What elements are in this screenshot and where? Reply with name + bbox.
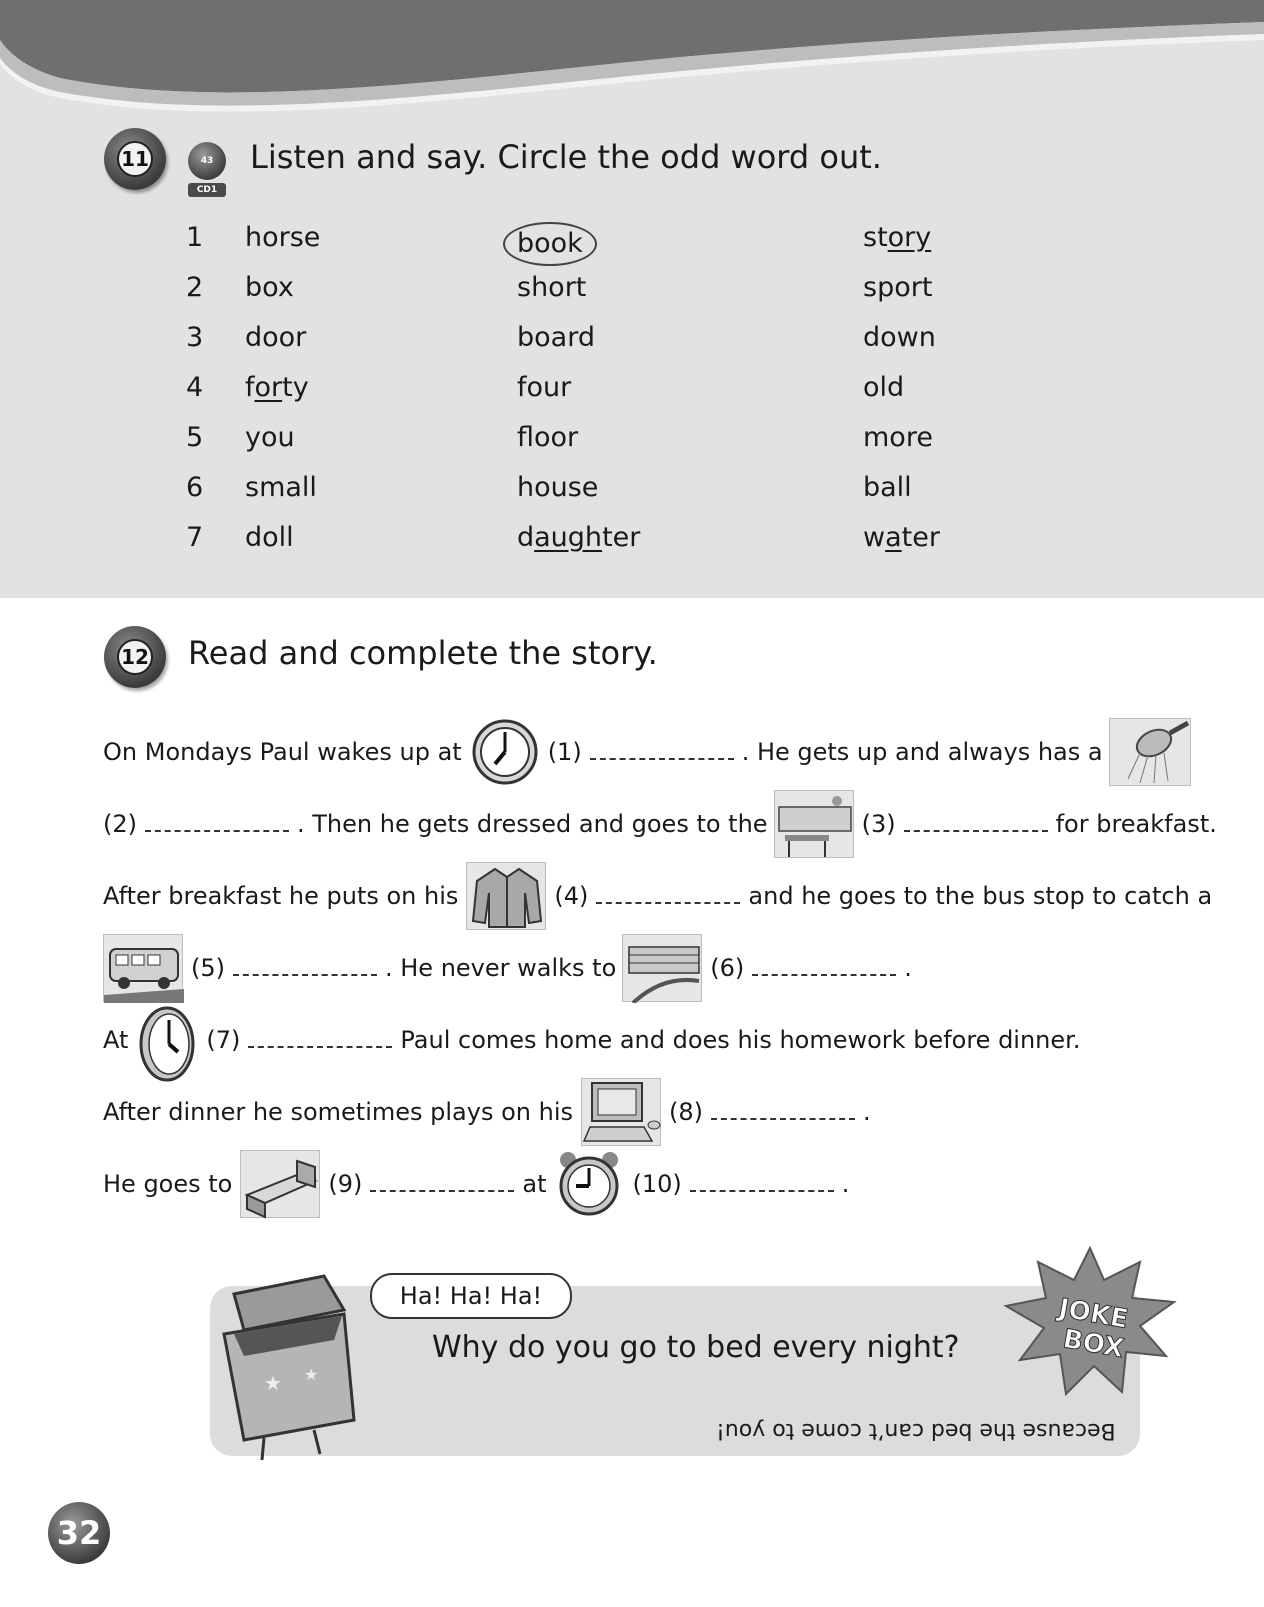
jacket-icon bbox=[466, 862, 546, 930]
word-option[interactable]: box bbox=[245, 272, 294, 303]
page-number: 32 bbox=[48, 1502, 110, 1564]
story-text: . bbox=[841, 1170, 850, 1198]
shower-icon bbox=[1109, 718, 1191, 786]
svg-text:BOX: BOX bbox=[1060, 1324, 1127, 1365]
word-option[interactable]: you bbox=[245, 422, 295, 453]
word-option[interactable]: board bbox=[517, 322, 595, 353]
gap-label: (9) bbox=[328, 1170, 363, 1198]
answer-blank-9[interactable] bbox=[370, 1176, 514, 1192]
word-option[interactable]: small bbox=[245, 472, 317, 503]
story-text: At bbox=[103, 1026, 129, 1054]
word-option[interactable]: old bbox=[863, 372, 905, 403]
row-number: 4 bbox=[186, 372, 204, 403]
cd-label: CD1 bbox=[188, 183, 226, 197]
school-icon bbox=[622, 934, 702, 1002]
story-text: On Mondays Paul wakes up at bbox=[103, 738, 462, 766]
word-option[interactable]: floor bbox=[517, 422, 579, 453]
story-text: at bbox=[522, 1170, 547, 1198]
story-line bbox=[103, 1154, 849, 1214]
svg-text:★: ★ bbox=[264, 1371, 282, 1395]
word-option[interactable]: ball bbox=[863, 472, 912, 503]
gap-label: (7) bbox=[206, 1026, 241, 1054]
word-option[interactable]: four bbox=[517, 372, 572, 403]
bed-icon bbox=[240, 1150, 320, 1218]
word-option[interactable]: story bbox=[863, 222, 932, 253]
speech-bubble: Ha! Ha! Ha! bbox=[370, 1273, 572, 1319]
story-text: After dinner he sometimes plays on his bbox=[103, 1098, 573, 1126]
wall-clock-icon bbox=[136, 1006, 198, 1074]
clock-icon bbox=[470, 718, 540, 786]
word-option[interactable]: doll bbox=[245, 522, 294, 553]
kitchen-icon bbox=[774, 790, 854, 858]
word-option[interactable]: sport bbox=[863, 272, 933, 303]
answer-blank-2[interactable] bbox=[145, 816, 289, 832]
word-option[interactable]: short bbox=[517, 272, 587, 303]
story-line bbox=[103, 1010, 1080, 1070]
gap-label: (10) bbox=[632, 1170, 682, 1198]
story-text: Paul comes home and does his homework before dinner. bbox=[400, 1026, 1081, 1054]
gap-label: (1) bbox=[547, 738, 582, 766]
story-line bbox=[103, 1082, 871, 1142]
word-option[interactable]: door bbox=[245, 322, 307, 353]
gap-label: (2) bbox=[103, 810, 137, 838]
exercise-12-number: 12 bbox=[117, 639, 153, 675]
gap-label: (4) bbox=[554, 882, 589, 910]
header-wave bbox=[0, 0, 1264, 140]
story-text: . He gets up and always has a bbox=[741, 738, 1103, 766]
story-text: After breakfast he puts on his bbox=[103, 882, 459, 910]
exercise-11-number: 11 bbox=[117, 141, 153, 177]
bus-icon bbox=[103, 934, 183, 1002]
word-option[interactable]: down bbox=[863, 322, 936, 353]
joke-box-badge bbox=[1000, 1244, 1180, 1400]
answer-blank-8[interactable] bbox=[711, 1104, 855, 1120]
story-text: He goes to bbox=[103, 1170, 233, 1198]
joke-box-character-icon bbox=[204, 1270, 374, 1466]
answer-blank-10[interactable] bbox=[690, 1176, 834, 1192]
story-text: and he goes to the bus stop to catch a bbox=[748, 882, 1213, 910]
row-number: 1 bbox=[186, 222, 204, 253]
alarm-clock-icon bbox=[554, 1150, 624, 1218]
story-text: . bbox=[863, 1098, 871, 1126]
word-option[interactable]: house bbox=[517, 472, 599, 503]
row-number: 3 bbox=[186, 322, 204, 353]
gap-label: (6) bbox=[710, 954, 745, 982]
answer-blank-1[interactable] bbox=[590, 744, 734, 760]
row-number: 2 bbox=[186, 272, 204, 303]
joke-question: Why do you go to bed every night? bbox=[432, 1330, 960, 1365]
story-line bbox=[103, 866, 1212, 926]
row-number: 6 bbox=[186, 472, 204, 503]
word-option[interactable]: more bbox=[863, 422, 933, 453]
exercise-12-badge bbox=[104, 626, 166, 688]
svg-text:★: ★ bbox=[304, 1365, 319, 1384]
row-number: 5 bbox=[186, 422, 204, 453]
word-option[interactable]: daughter bbox=[517, 522, 641, 553]
audio-track-icon[interactable] bbox=[186, 140, 228, 200]
story-text: for breakfast. bbox=[1055, 810, 1217, 838]
row-number: 7 bbox=[186, 522, 204, 553]
exercise-11-badge bbox=[104, 128, 166, 190]
story-line bbox=[103, 794, 1217, 854]
answer-blank-6[interactable] bbox=[752, 960, 896, 976]
answer-blank-4[interactable] bbox=[596, 888, 740, 904]
answer-blank-3[interactable] bbox=[904, 816, 1048, 832]
exercise-12-title: Read and complete the story. bbox=[188, 634, 658, 672]
svg-text:JOKE: JOKE bbox=[1056, 1293, 1131, 1335]
exercise-11-title: Listen and say. Circle the odd word out. bbox=[250, 138, 882, 176]
story-text: . He never walks to bbox=[385, 954, 617, 982]
circled-answer: book bbox=[503, 222, 597, 266]
answer-blank-7[interactable] bbox=[248, 1032, 392, 1048]
story-text: . Then he gets dressed and goes to the bbox=[297, 810, 768, 838]
word-option[interactable]: horse bbox=[245, 222, 321, 253]
joke-answer-upside-down: Because the bed can’t come to you! bbox=[716, 1418, 1116, 1443]
story-line bbox=[103, 722, 1199, 782]
answer-blank-5[interactable] bbox=[233, 960, 377, 976]
word-option[interactable]: forty bbox=[245, 372, 309, 403]
gap-label: (5) bbox=[191, 954, 225, 982]
gap-label: (8) bbox=[669, 1098, 703, 1126]
gap-label: (3) bbox=[861, 810, 896, 838]
word-option[interactable]: water bbox=[863, 522, 940, 553]
story-text: . bbox=[904, 954, 912, 982]
story-line bbox=[103, 938, 912, 998]
computer-icon bbox=[581, 1078, 661, 1146]
cd-track-number: 43 bbox=[188, 142, 226, 180]
word-option-circled[interactable] bbox=[517, 222, 597, 266]
